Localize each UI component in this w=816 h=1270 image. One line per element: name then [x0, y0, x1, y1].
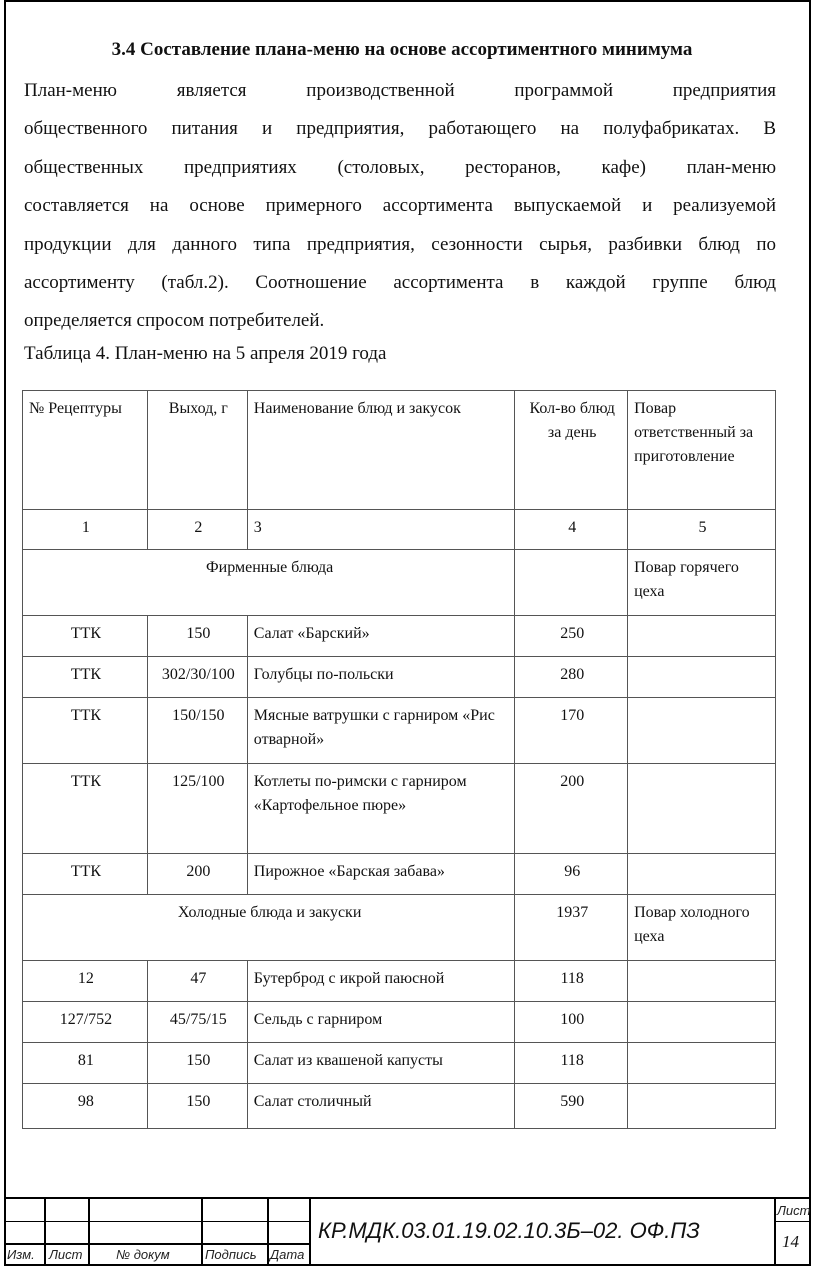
stamp-label-date: Дата — [270, 1247, 305, 1262]
cell-cook — [628, 961, 776, 1002]
paragraph-word: данного — [172, 233, 237, 255]
cell-qty: 280 — [515, 657, 628, 698]
section-cook: Повар горячего цеха — [628, 550, 776, 616]
paragraph-word: примерного — [265, 195, 362, 217]
cell-qty: 100 — [515, 1002, 628, 1043]
table-header-row — [23, 391, 776, 510]
paragraph-word: План-меню — [24, 80, 117, 101]
paragraph-word: каждой — [565, 271, 626, 293]
paragraph-word: реализуемой — [673, 195, 777, 217]
table-caption: Таблица 4. План-меню на 5 апреля 2019 года — [24, 343, 387, 364]
table-row — [23, 1043, 776, 1084]
stamp-label-change: Изм. — [7, 1247, 35, 1262]
table-row — [23, 1084, 776, 1129]
document-code: КР.МДК.03.01.19.02.10.3Б–02. ОФ.ПЗ — [318, 1218, 700, 1243]
table-row — [23, 1002, 776, 1043]
paragraph-word: выпускаемой — [513, 195, 622, 217]
table-row — [23, 698, 776, 764]
cell-cook — [628, 1084, 776, 1129]
cell-name: Пирожное «Барская забава» — [247, 854, 515, 895]
paragraph-line — [24, 110, 776, 148]
cell-cook — [628, 1043, 776, 1084]
paragraph-word: является — [176, 80, 247, 101]
cell-yield: 47 — [147, 961, 247, 1002]
paragraph-word: предприятия, — [296, 118, 405, 140]
paragraph-word: типа — [253, 233, 291, 255]
paragraph-word: и — [642, 195, 653, 217]
stamp-sheet-label: Лист — [777, 1203, 811, 1218]
header-qty: Кол-во блюд за день — [515, 391, 628, 510]
paragraph-word: Соотношение — [255, 271, 367, 293]
cell-yield: 200 — [147, 854, 247, 895]
cell-cook — [628, 854, 776, 895]
cell-recipe: ТТК — [23, 854, 148, 895]
paragraph-word: полуфабрикатах. — [603, 118, 740, 140]
cell-qty: 590 — [515, 1084, 628, 1129]
cell-name: Бутерброд с икрой паюсной — [247, 961, 515, 1002]
cell-yield: 150 — [147, 1084, 247, 1129]
paragraph-word: производственной — [306, 80, 455, 101]
cell-cook — [628, 616, 776, 657]
cell-yield: 125/100 — [147, 764, 247, 854]
section-qty: 1937 — [515, 895, 628, 961]
paragraph-word: (табл.2). — [161, 271, 229, 293]
cell-cook — [628, 657, 776, 698]
paragraph-word: ассортимента — [382, 195, 493, 217]
paragraph-word: по — [756, 233, 777, 255]
cell-yield: 150 — [147, 1043, 247, 1084]
paragraph-word: ассортимента — [393, 271, 504, 293]
cell-recipe: 81 — [23, 1043, 148, 1084]
section-title: Холодные блюда и закуски — [23, 895, 515, 961]
paragraph-word: ресторанов, — [465, 156, 561, 178]
table-row — [23, 616, 776, 657]
table-row — [23, 657, 776, 698]
paragraph-word: предприятия, — [306, 233, 415, 255]
paragraph-word: и — [262, 118, 273, 140]
cell-recipe: 127/752 — [23, 1002, 148, 1043]
cell-recipe: 12 — [23, 961, 148, 1002]
menu-table — [22, 390, 776, 1129]
paragraph-word: ассортименту — [24, 271, 135, 293]
cell-cook — [628, 698, 776, 764]
paragraph-word: сырья, — [539, 233, 592, 255]
paragraph-line — [24, 72, 776, 110]
cell-cook — [628, 1002, 776, 1043]
paragraph-word: В — [763, 118, 777, 140]
header-recipe: № Рецептуры — [23, 391, 148, 510]
column-number: 1 — [23, 510, 148, 550]
cell-name: Салат столичный — [247, 1084, 515, 1129]
paragraph-word: блюд — [734, 271, 777, 293]
paragraph-word: блюд — [698, 233, 740, 255]
paragraph-line — [24, 187, 776, 225]
stamp-label-docnum: № докум — [116, 1247, 170, 1262]
paragraph-word: в — [530, 271, 540, 293]
paragraph-word: сезонности — [431, 233, 523, 255]
cell-recipe: ТТК — [23, 657, 148, 698]
header-cook: Повар ответственный за приготовление — [628, 391, 776, 510]
cell-yield: 302/30/100 — [147, 657, 247, 698]
cell-qty: 200 — [515, 764, 628, 854]
paragraph-line — [24, 149, 776, 187]
section-title: Фирменные блюда — [23, 550, 515, 616]
cell-recipe: ТТК — [23, 616, 148, 657]
cell-qty: 250 — [515, 616, 628, 657]
cell-qty: 118 — [515, 1043, 628, 1084]
cell-yield: 150/150 — [147, 698, 247, 764]
cell-name: Сельдь с гарниром — [247, 1002, 515, 1043]
cell-name: Котлеты по-римски с гарниром «Картофельное пюре» — [247, 764, 515, 854]
paragraph-word: общественных — [24, 156, 144, 178]
paragraph-word: определяется спросом потребителей. — [24, 310, 325, 332]
paragraph-word: основе — [189, 195, 245, 217]
cell-cook — [628, 764, 776, 854]
cell-recipe: ТТК — [23, 764, 148, 854]
table-row — [23, 854, 776, 895]
column-number-row — [23, 510, 776, 550]
cell-name: Салат из квашеной капусты — [247, 1043, 515, 1084]
paragraph-word: план-меню — [686, 156, 777, 178]
paragraph-word: кафе) — [601, 156, 646, 178]
section-heading: 3.4 Составление плана-меню на основе ассортиментного минимума — [111, 39, 693, 60]
paragraph-line — [24, 302, 776, 340]
table-row — [23, 764, 776, 854]
paragraph-word: на — [149, 195, 169, 217]
paragraph-word: программой — [514, 80, 613, 101]
column-number: 5 — [628, 510, 776, 550]
column-number: 4 — [515, 510, 628, 550]
cell-yield: 150 — [147, 616, 247, 657]
cell-qty: 118 — [515, 961, 628, 1002]
stamp-label-sheet: Лист — [49, 1247, 83, 1262]
section-cook: Повар холодного цеха — [628, 895, 776, 961]
column-number: 2 — [147, 510, 247, 550]
paragraph-line — [24, 264, 776, 302]
header-yield: Выход, г — [147, 391, 247, 510]
cell-name: Голубцы по-польски — [247, 657, 515, 698]
column-number: 3 — [247, 510, 515, 550]
paragraph-word: для — [127, 233, 156, 255]
stamp-label-signature: Подпись — [205, 1247, 257, 1262]
paragraph-word: работающего — [428, 118, 537, 140]
paragraph-word: группе — [652, 271, 708, 293]
body-paragraph — [24, 72, 776, 341]
paragraph-word: предприятиях — [184, 156, 297, 178]
paragraph-word: составляется — [24, 195, 129, 217]
page-number: 14 — [782, 1232, 799, 1251]
cell-recipe: ТТК — [23, 698, 148, 764]
paragraph-word: (столовых, — [337, 156, 425, 178]
cell-qty: 96 — [515, 854, 628, 895]
paragraph-word: общественного — [24, 118, 148, 140]
cell-name: Мясные ватрушки с гарниром «Рис отварной» — [247, 698, 515, 764]
paragraph-word: на — [560, 118, 580, 140]
cell-recipe: 98 — [23, 1084, 148, 1129]
paragraph-word: питания — [171, 118, 238, 140]
cell-name: Салат «Барский» — [247, 616, 515, 657]
cell-yield: 45/75/15 — [147, 1002, 247, 1043]
paragraph-word: предприятия — [672, 80, 777, 101]
paragraph-word: разбивки — [608, 233, 683, 255]
table-row — [23, 961, 776, 1002]
header-name: Наименование блюд и закусок — [247, 391, 515, 510]
paragraph-word: продукции — [24, 233, 112, 255]
paragraph-line — [24, 226, 776, 264]
section-row-signature — [23, 550, 776, 616]
section-qty — [515, 550, 628, 616]
section-row-cold — [23, 895, 776, 961]
cell-qty: 170 — [515, 698, 628, 764]
